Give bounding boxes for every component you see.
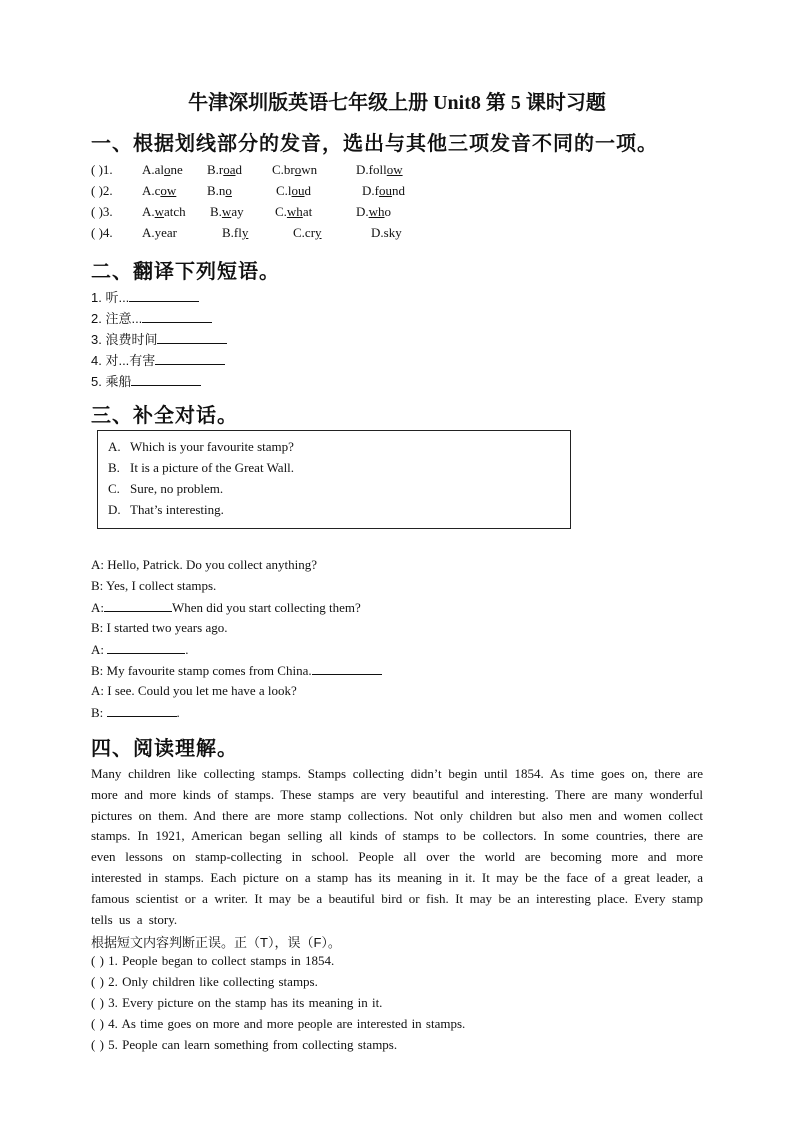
dialogue-line: A: When did you start collecting them? [91, 600, 361, 615]
phrase-item: 5. 乘船 [91, 371, 201, 390]
answer-blank[interactable] [131, 373, 201, 386]
dialogue-line: A: I see. Could you let me have a look? [91, 683, 297, 698]
option-d: D.found [362, 183, 405, 198]
section-heading-phonics: 一、根据划线部分的发音，选出与其他三项发音不同的一项。 [91, 133, 658, 155]
answer-blank[interactable] [155, 352, 225, 365]
answer-blank[interactable] [107, 704, 177, 717]
question-number: ( )1. [91, 162, 113, 177]
section-heading-dialogue: 三、补全对话。 [91, 405, 238, 427]
dialogue-line: B: . [91, 705, 180, 720]
reading-passage: Many children like collecting stamps. Stamps collecting didn’t begin until 1854. As time goes on, there are more and more kinds of stamps. These stamps are very beautiful and interesting. There are many wonderful pictures on them. And there are more stamp collections. Not only children but also men and women collect stamps. In 1921, American began selling all kinds of stamps to be collectors. In some countries, there are even lessons on stamp-collecting in school. People all over the world are becoming more and more interested in stamps. Each picture on a stamp has its meaning in it. It may be the face of a great leader, a famous scientist or a writer. It may be a beautiful bird or fish. It may be an interesting place. Every stamp tells us a story. [91, 766, 703, 927]
page-title: 牛津深圳版英语七年级上册 Unit8 第 5 课时习题 [188, 92, 606, 114]
answer-blank[interactable] [104, 599, 172, 612]
instruction: 根据短文内容判断正误。正（T），误（F）。 [91, 935, 341, 950]
answer-blank[interactable] [142, 310, 212, 323]
option-item: D. That’s interesting. [108, 502, 224, 517]
true-false-item: ( ) 4. As time goes on more and more people are interested in stamps. [91, 1016, 466, 1031]
option-d: D.sky [371, 225, 402, 240]
dialogue-line: A: . [91, 642, 189, 657]
options-box [97, 430, 571, 529]
phrase-item: 3. 浪费时间 [91, 329, 227, 348]
question-number: ( )3. [91, 204, 113, 219]
option-b: B.way [210, 204, 244, 219]
option-c: C.loud [276, 183, 312, 198]
option-b: B.fly [222, 225, 249, 240]
dialogue-line: B: Yes, I collect stamps. [91, 578, 217, 593]
answer-blank[interactable] [157, 331, 227, 344]
phrase-item: 1. 听... [91, 287, 199, 306]
option-a: A.year [142, 225, 178, 240]
option-d: D.follow [356, 162, 403, 177]
section-heading-reading: 四、阅读理解。 [91, 738, 238, 760]
phrase-item: 2. 注意... [91, 308, 212, 327]
option-c: C.brown [272, 162, 318, 177]
dialogue-line: B: I started two years ago. [91, 620, 228, 635]
option-a: A.cow [142, 183, 177, 198]
section-heading-translate: 二、翻译下列短语。 [91, 261, 280, 283]
option-c: C.cry [293, 225, 322, 240]
true-false-item: ( ) 1. People began to collect stamps in 1854. [91, 953, 335, 968]
dialogue-line: A: Hello, Patrick. Do you collect anything? [91, 557, 318, 572]
option-b: B.road [207, 162, 243, 177]
dialogue-line: B: My favourite stamp comes from China. [91, 662, 382, 679]
option-a: A.alone [142, 162, 183, 177]
question-number: ( )2. [91, 183, 113, 198]
option-d: D.who [356, 204, 392, 219]
question-number: ( )4. [91, 225, 113, 240]
option-b: B.no [207, 183, 232, 198]
option-item: C. Sure, no problem. [108, 481, 224, 496]
option-a: A.watch [142, 204, 186, 219]
true-false-item: ( ) 5. People can learn something from collecting stamps. [91, 1037, 398, 1052]
answer-blank[interactable] [129, 289, 199, 302]
true-false-item: ( ) 3. Every picture on the stamp has its meaning in it. [91, 995, 383, 1010]
answer-blank[interactable] [107, 641, 185, 654]
phrase-item: 4. 对...有害 [91, 350, 225, 369]
true-false-item: ( ) 2. Only children like collecting stamps. [91, 974, 318, 989]
option-item: B. It is a picture of the Great Wall. [108, 460, 295, 475]
option-c: C.what [275, 204, 313, 219]
answer-blank[interactable] [312, 662, 382, 675]
option-item: A. Which is your favourite stamp? [108, 439, 294, 454]
